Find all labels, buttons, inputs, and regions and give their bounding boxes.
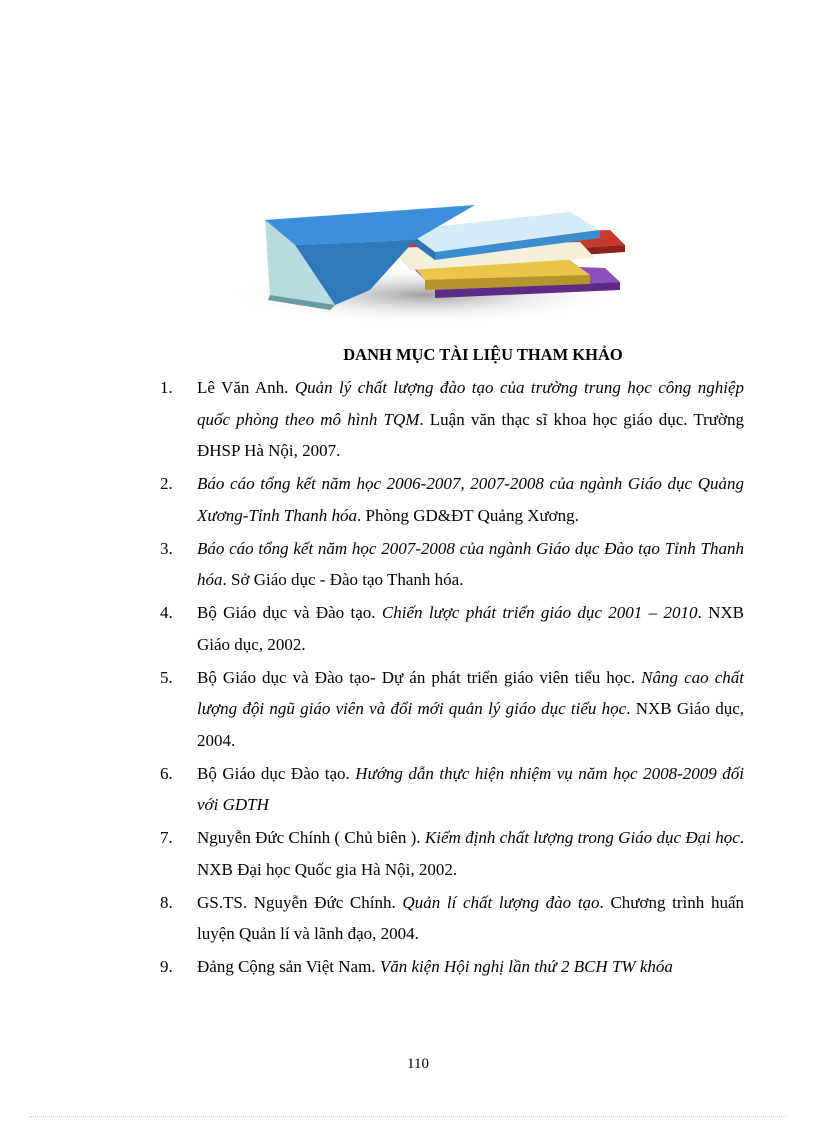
- reference-item: [160, 887, 744, 950]
- reference-number: 1.: [160, 378, 173, 397]
- reference-number: 5.: [160, 667, 173, 687]
- reference-number: 7.: [160, 828, 173, 847]
- reference-detail: . NXB Đại học Quốc gia Hà Nội, 2002.: [197, 828, 744, 879]
- reference-detail: Bộ Giáo dục Đào tạo.: [197, 763, 356, 783]
- reference-item: [160, 597, 744, 660]
- reference-detail: . Luận văn thạc sĩ khoa học giáo dục. Trường ĐHSP Hà Nội, 2007.: [197, 409, 744, 460]
- books-illustration: [210, 190, 640, 330]
- reference-detail: . Phòng GD&ĐT Quảng Xương.: [357, 505, 579, 525]
- reference-number: 9.: [160, 957, 173, 976]
- reference-title: Báo cáo tổng kết năm học 2007-2008 của ngành Giáo dục Đào tạo Tỉnh Thanh hóa: [197, 538, 744, 589]
- reference-detail: GS.TS. Nguyễn Đức Chính.: [197, 892, 403, 912]
- reference-title: Nâng cao chất lượng đội ngũ giáo viên và đổi mới quản lý giáo dục tiểu học: [197, 667, 744, 718]
- reference-detail: Lê Văn Anh.: [197, 378, 295, 397]
- reference-title: Hướng dẫn thực hiện nhiệm vụ năm học 2008-2009 đối với GDTH: [197, 763, 744, 814]
- reference-item: [160, 372, 744, 467]
- reference-item: [160, 533, 744, 596]
- reference-item: [160, 822, 744, 885]
- reference-detail: . Sở Giáo dục - Đào tạo Thanh hóa.: [222, 570, 464, 589]
- reference-number: 4.: [160, 603, 173, 622]
- reference-text: [197, 662, 744, 757]
- reference-title: Quản lí chất lượng đào tạo: [402, 892, 600, 912]
- reference-detail: . NXB Giáo dục, 2004.: [197, 699, 745, 750]
- reference-number: 3.: [160, 538, 173, 558]
- reference-detail: Bộ Giáo dục và Đào tạo- Dự án phát triển giáo viên tiểu học.: [197, 667, 642, 687]
- reference-text: [197, 887, 744, 950]
- page-number: 110: [407, 1056, 429, 1072]
- reference-list: [160, 372, 744, 984]
- reference-title: Chiến lược phát triển giáo dục 2001 – 2010: [381, 603, 698, 622]
- reference-detail: Bộ Giáo dục và Đào tạo.: [197, 603, 382, 622]
- reference-number: 2.: [160, 474, 173, 493]
- reference-detail: Đảng Cộng sản Việt Nam.: [197, 957, 380, 976]
- reference-text: [197, 533, 744, 596]
- reference-detail: Nguyễn Đức Chính ( Chủ biên ).: [197, 828, 425, 847]
- reference-text: [197, 822, 744, 885]
- reference-item: [160, 951, 744, 983]
- reference-title: Quản lý chất lượng đào tạo của trường trung học công nghiệp quốc phòng theo mô hình TQM: [197, 378, 744, 429]
- reference-title: Văn kiện Hội nghị lần thứ 2 BCH TW khóa: [379, 957, 673, 976]
- reference-detail: . NXB Giáo dục, 2002.: [197, 603, 744, 654]
- reference-text: [197, 951, 744, 983]
- page-divider: [30, 1116, 786, 1117]
- reference-title: Báo cáo tổng kết năm học 2006-2007, 2007-2008 của ngành Giáo dục Quảng Xương-Tỉnh Thanh hóa: [197, 474, 744, 525]
- reference-detail: . Chương trình huấn luyện Quản lí và lãnh đạo, 2004.: [197, 892, 744, 943]
- reference-text: [197, 597, 744, 660]
- reference-item: [160, 468, 744, 531]
- reference-text: [197, 758, 744, 821]
- reference-title: Kiểm định chất lượng trong Giáo dục Đại học: [424, 828, 740, 847]
- reference-text: [197, 372, 744, 467]
- reference-number: 8.: [160, 892, 173, 912]
- reference-item: [160, 758, 744, 821]
- reference-text: [197, 468, 744, 531]
- reference-number: 6.: [160, 763, 173, 783]
- page-title: DANH MỤC TÀI LIỆU THAM KHẢO: [343, 345, 623, 364]
- reference-item: [160, 662, 744, 757]
